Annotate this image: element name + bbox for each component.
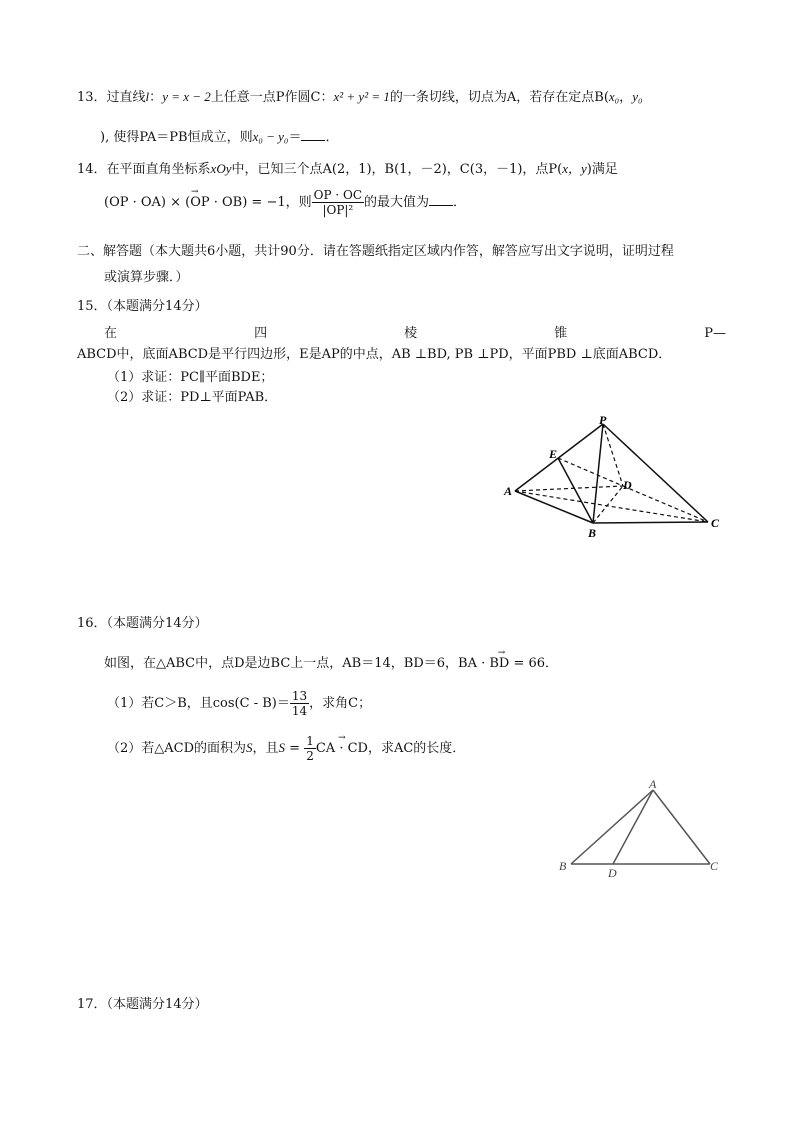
q14-condition: → (OP · OA) × (OP · OB) = −1 — [104, 188, 286, 218]
q15-title-text: 15．（本题满分14分） — [77, 299, 208, 314]
q15-part1-text: （1）求证：PC∥平面BDE； — [107, 370, 274, 385]
q16-period: ． — [545, 656, 559, 671]
q16-part1-fraction — [290, 689, 309, 718]
edge-bc — [593, 522, 708, 523]
q16-part2-text: （2）若△ACD的面积为 — [107, 741, 247, 756]
q14-fraction-denominator: |OP|² — [322, 203, 354, 217]
q15-word: 锥 — [554, 326, 568, 341]
label-b: B — [559, 859, 567, 873]
q13-text-circle: 上任意一点P作圆C： — [210, 90, 334, 105]
label-a: A — [649, 778, 657, 791]
q14-line1 — [77, 160, 618, 179]
q13-equals: ＝ — [288, 130, 302, 145]
edge-ad-hidden — [515, 486, 623, 491]
q16-part2-vector-product: → CA · CD — [316, 733, 368, 765]
q13-comma: ， — [619, 90, 633, 105]
q16-part2-s: S — [246, 740, 253, 755]
section2-line1: 二、解答题（本大题共6小题，共计90分．请在答题纸指定区域内作答，解答应写出文字说明，证明过程 — [77, 244, 674, 259]
q13-period: ． — [325, 130, 339, 145]
edge-ab — [571, 790, 653, 864]
q13-line2 — [100, 128, 338, 147]
edge-ac — [653, 790, 710, 864]
q13-y0: y₀ — [632, 89, 643, 104]
q16-title — [77, 615, 208, 633]
q16-vector-product: → BA · BD = 66 — [458, 655, 545, 673]
q14-answer-blank[interactable] — [429, 193, 453, 206]
label-b: B — [588, 526, 597, 540]
q16-stem-text: 如图，在△ABC中，点D是边BC上一点，AB＝14，BD＝6， — [104, 656, 459, 671]
q14-coord-system: xOy — [210, 161, 232, 176]
edge-dc-hidden — [623, 486, 708, 522]
q13-x0: x₀ — [608, 89, 620, 104]
q14-text-max: 的最大值为 — [364, 195, 430, 210]
label-c: C — [711, 516, 720, 530]
q13-text-tangent: 的一条切线，切点为A，若存在定点B( — [389, 90, 609, 105]
q13-line1 — [77, 88, 643, 107]
q15-part2 — [107, 389, 277, 407]
label-p: P — [599, 413, 607, 427]
section2-heading — [77, 243, 674, 261]
q14-text-points: 中，已知三个点A(2，1)，B(1，－2)，C(3，－1)，点P( — [231, 162, 563, 177]
q16-part2-numerator: 1 — [306, 734, 314, 748]
q14-text-then: ，则 — [285, 195, 312, 210]
q14-line2 — [104, 188, 466, 218]
edge-ad — [613, 790, 653, 864]
edge-pa — [515, 424, 603, 491]
q14-period: ． — [453, 195, 467, 210]
q16-part2-s-eq: S — [278, 740, 286, 755]
edge-pb — [593, 424, 603, 523]
q13-colon: ： — [149, 90, 163, 105]
q17-title — [77, 996, 208, 1014]
label-e: E — [549, 447, 558, 461]
q15-pyramid-figure — [495, 410, 735, 545]
q13-answer-blank[interactable] — [301, 128, 325, 141]
edge-ab — [515, 491, 593, 523]
q13-line-name: l — [145, 89, 150, 104]
q15-word: 四 — [254, 326, 268, 341]
q14-text: 14．在平面直角坐标系 — [77, 162, 211, 177]
q14-fraction — [312, 188, 364, 217]
q16-part2-and: ，且 — [252, 741, 279, 756]
q13-text: 13．过直线 — [77, 90, 146, 105]
q13-circle-equation: x² + y² = 1 — [333, 89, 390, 104]
q16-triangle-figure — [555, 778, 730, 878]
q17-title-text: 17．（本题满分14分） — [77, 997, 208, 1012]
q16-part2-denominator: 2 — [306, 749, 314, 763]
q16-part2-equals: = — [285, 741, 305, 756]
q16-part1 — [107, 688, 371, 720]
section2-heading-cont — [104, 269, 189, 287]
edge-ed-hidden — [558, 458, 623, 486]
q15-stem-text: ABCD中，底面ABCD是平行四边形，E是AP的中点，AB ⊥BD, PB ⊥PD，平面PBD ⊥底面ABCD． — [77, 347, 672, 362]
q13-line-equation: y = x − 2 — [162, 89, 211, 104]
q13-text-condition: ), 使得PA＝PB恒成立，则 — [100, 130, 253, 145]
q16-stem — [104, 655, 558, 673]
q14-point-p-coords: x，y — [562, 161, 587, 176]
edge-eb — [558, 458, 593, 523]
q16-part2-fraction — [304, 734, 316, 763]
q15-stem-line2 — [77, 346, 671, 364]
label-c: C — [710, 859, 719, 873]
q14-text-satisfy: )满足 — [586, 162, 618, 177]
label-d: D — [623, 478, 632, 492]
q15-part2-text: （2）求证：PD⊥平面PAB． — [107, 390, 278, 405]
q16-part1-text: （1）若C＞B，且cos(C - B)＝ — [107, 696, 290, 711]
q15-word: 在 — [104, 326, 118, 341]
q15-word: P— — [704, 326, 726, 341]
q16-part2-text-end: ，求AC的长度． — [367, 741, 466, 756]
q16-part1-denominator: 14 — [291, 704, 308, 718]
q16-part1-numerator: 13 — [291, 689, 308, 703]
q16-part1-text-end: ，求角C； — [309, 696, 372, 711]
q16-title-text: 16．（本题满分14分） — [77, 616, 208, 631]
edge-bd-hidden — [593, 486, 623, 523]
section2-line2: 或演算步骤．） — [104, 270, 189, 285]
q15-stem-spread — [104, 325, 726, 343]
q15-word: 棱 — [404, 326, 418, 341]
q15-title — [77, 298, 208, 316]
label-a: A — [504, 484, 513, 498]
q15-part1 — [107, 369, 273, 387]
q14-fraction-numerator: OP · OC — [313, 188, 363, 202]
q13-expression: x₀ − y₀ — [252, 129, 289, 144]
label-d: D — [608, 866, 617, 878]
q16-part2 — [107, 732, 465, 765]
